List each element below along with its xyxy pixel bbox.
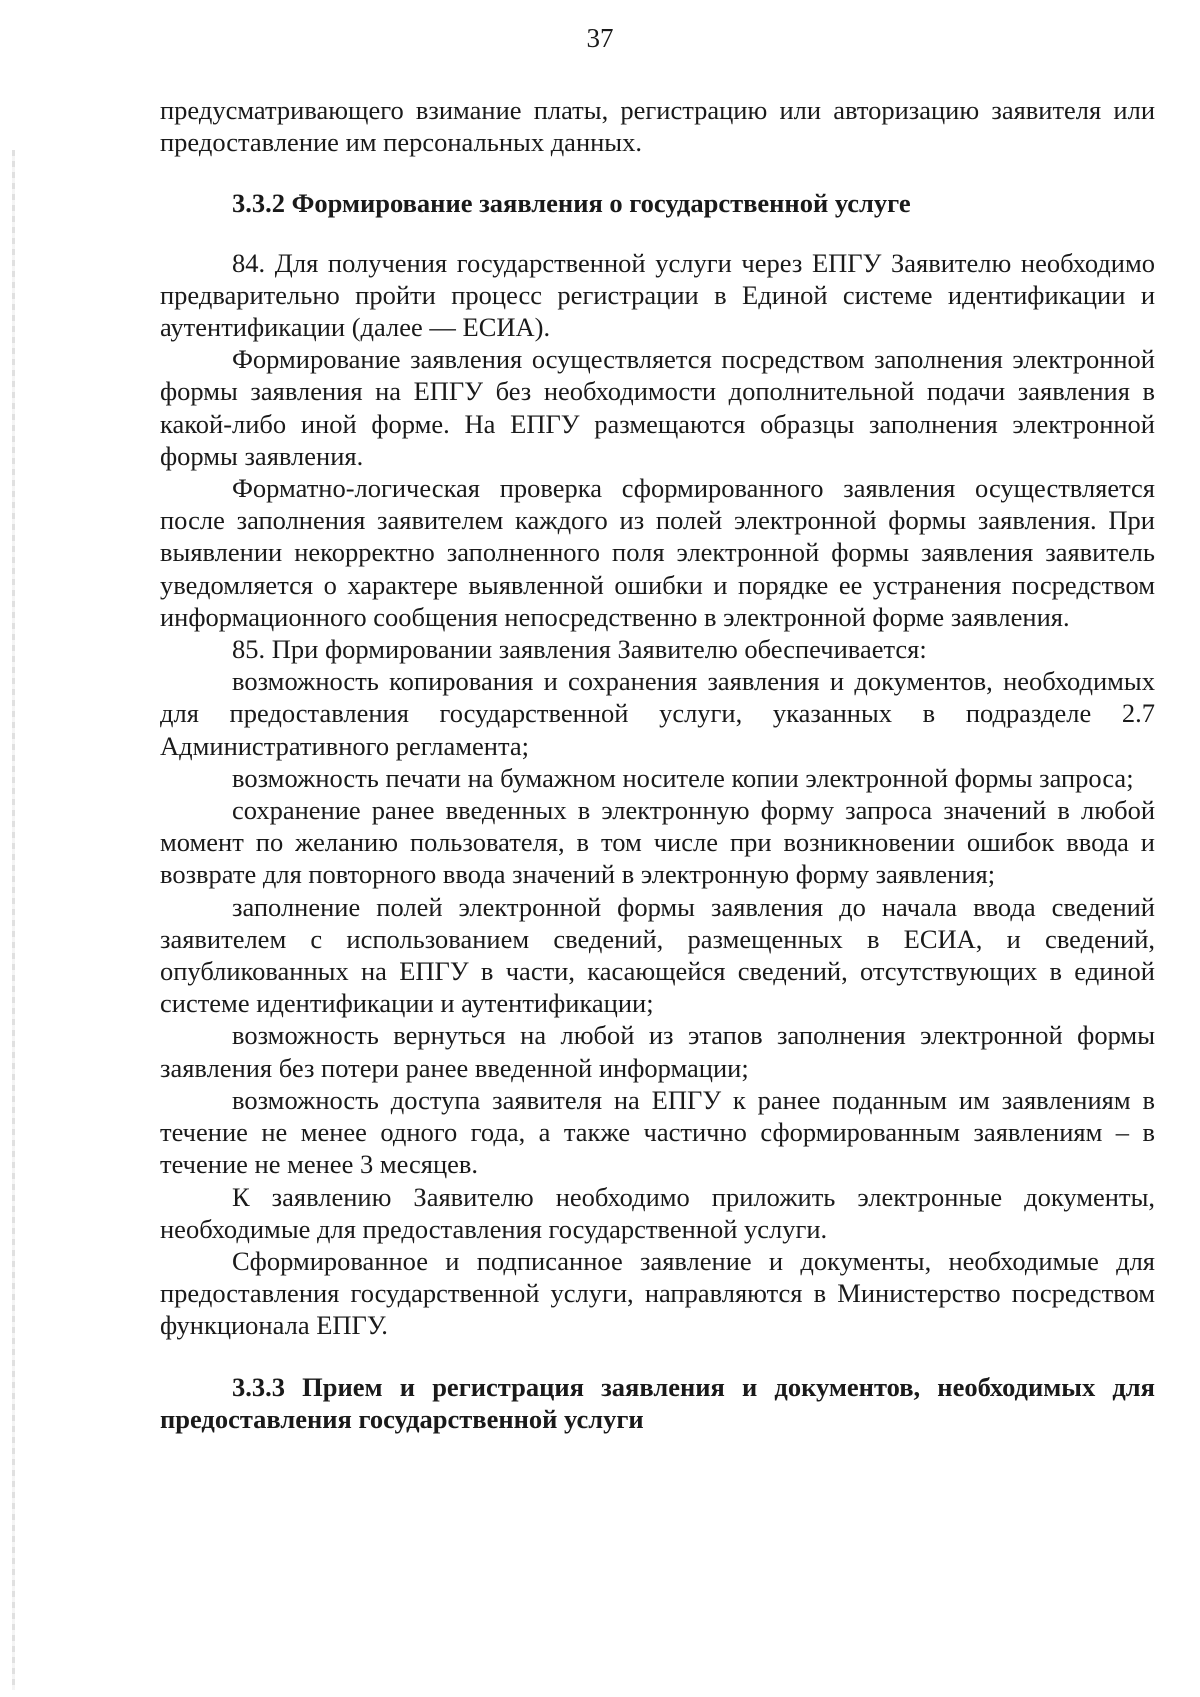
paragraph-attach-documents: К заявлению Заявителю необходимо приложить электронные документы, необходимые для предоставления государственной услуги. xyxy=(160,1181,1155,1244)
paragraph-84: 84. Для получения государственной услуги через ЕПГУ Заявителю необходимо предварительно пройти процесс регистрации в Единой системе идентификации и аутентификации (далее — ЕСИА). xyxy=(160,247,1155,343)
list-item-copy-save: возможность копирования и сохранения заявления и документов, необходимых для предоставления государственной услуги, указанных в подразделе 2.7 Административного регламента; xyxy=(160,666,1155,761)
list-item-access-history: возможность доступа заявителя на ЕПГУ к ранее поданным им заявлениям в течение не менее одного года, а также частично сформированным заявлениям – в течение не менее 3 месяцев. xyxy=(160,1084,1155,1180)
scan-edge-artifact xyxy=(12,150,15,1690)
paragraph-format-check: Форматно-логическая проверка сформированного заявления осуществляется после заполнения заявителем каждого из полей электронной формы заявления. При выявлении некорректно заполненного поля электронной формы заявления заявитель уведомляется о характере выявленной ошибки и порядке ее устранения посредством информационного сообщения непосредственно в электронной форме заявления. xyxy=(160,473,1155,632)
section-heading-3-3-2: 3.3.2 Формирование заявления о государственной услуге xyxy=(232,188,911,219)
section-heading-3-3-3: 3.3.3 Прием и регистрация заявления и документов, необходимых для предоставления государственной услуги xyxy=(160,1371,1155,1434)
document-body xyxy=(160,94,1155,1435)
list-item-prefill: заполнение полей электронной формы заявления до начала ввода сведений заявителем с использованием сведений, размещенных в ЕСИА, и сведений, опубликованных на ЕПГУ в части, касающейся сведений, отсутствующих в единой системе идентификации и аутентификации; xyxy=(160,891,1155,1019)
paragraph-submission: Сформированное и подписанное заявление и документы, необходимые для предоставления государственной услуги, направляются в Министерство посредством функционала ЕПГУ. xyxy=(160,1245,1155,1341)
paragraph-85: 85. При формировании заявления Заявителю обеспечивается: xyxy=(232,634,927,665)
paragraph-continuation: предусматривающего взимание платы, регистрацию или авторизацию заявителя или предоставление им персональных данных. xyxy=(160,95,1155,158)
list-item-return-step: возможность вернуться на любой из этапов заполнения электронной формы заявления без потери ранее введенной информации; xyxy=(160,1020,1155,1083)
list-item-save-values: сохранение ранее введенных в электронную форму запроса значений в любой момент по желанию пользователя, в том числе при возникновении ошибок ввода и возврате для повторного ввода значений в электронную форму заявления; xyxy=(160,795,1155,890)
list-item-print: возможность печати на бумажном носителе копии электронной формы запроса; xyxy=(232,762,1134,793)
page-number: 37 xyxy=(586,23,614,53)
paragraph-form-filling: Формирование заявления осуществляется посредством заполнения электронной формы заявления на ЕПГУ без необходимости дополнительной подачи заявления в какой-либо иной форме. На ЕПГУ размещаются образцы заполнения электронной формы заявления. xyxy=(160,344,1155,471)
